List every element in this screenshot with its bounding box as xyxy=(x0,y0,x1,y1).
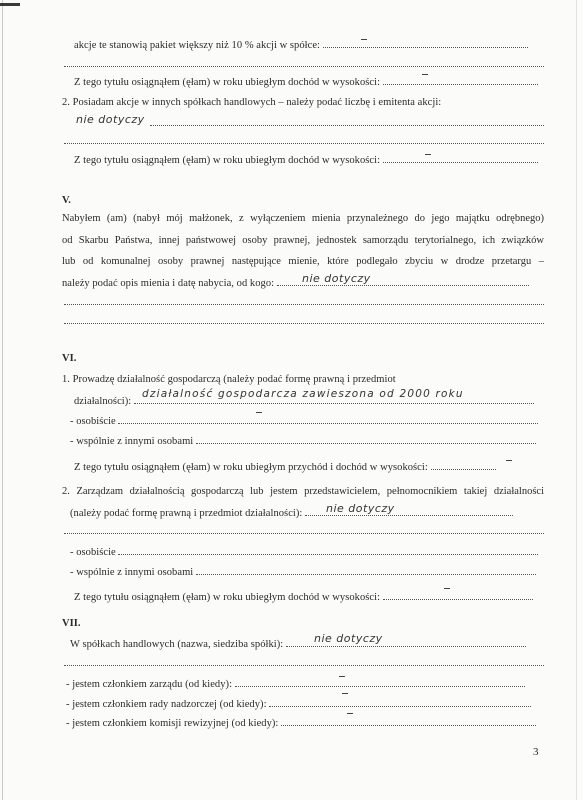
board-dash xyxy=(339,676,345,677)
management-joint-line xyxy=(70,565,544,579)
management-text-2 xyxy=(70,506,544,520)
management-answer: nie dotyczy xyxy=(326,502,395,515)
income-label: Z tego tytułu osiągnąłem (ęłam) w roku ubiegłym dochód w wysokości: xyxy=(74,77,381,88)
income-dash xyxy=(425,154,431,155)
audit-line xyxy=(66,716,544,730)
scan-edge-right xyxy=(576,0,577,800)
supervisory-field xyxy=(269,697,531,707)
business-personal-label: - osobiście xyxy=(70,416,116,427)
blank-line xyxy=(64,143,544,144)
blank-line xyxy=(64,323,544,324)
income-line-other-shares xyxy=(74,153,544,167)
board-line xyxy=(66,677,544,691)
supervisory-dash xyxy=(342,693,348,694)
management-personal-label: - osobiście xyxy=(70,547,116,558)
business-activity-text-1: 1. Prowadzę działalność gospodarczą (należy podać formę prawną i przedmiot xyxy=(62,374,396,385)
management-personal-line xyxy=(70,545,544,559)
audit-dash xyxy=(347,713,353,714)
business-income-line xyxy=(74,460,544,474)
management-label: (należy podać formę prawną i przedmiot działalności): xyxy=(70,508,303,519)
business-activity-label: działalności): xyxy=(74,396,132,407)
page-number: 3 xyxy=(533,746,539,758)
management-income-field xyxy=(383,590,533,600)
business-activity-answer: działalność gospodarcza zawieszona od 2000 roku xyxy=(142,388,464,400)
management-joint-field xyxy=(196,565,536,575)
income-line-shares xyxy=(74,75,544,89)
management-income-line xyxy=(74,590,544,604)
business-joint-line xyxy=(70,434,544,448)
blank-line xyxy=(64,533,544,534)
business-income-field xyxy=(431,460,496,470)
scan-edge-left xyxy=(2,0,3,800)
other-shares-field xyxy=(150,125,544,126)
shares-stake-line xyxy=(74,38,544,52)
business-income-label: Z tego tytułu osiągnąłem (ęłam) w roku ubiegłym przychód i dochód w wysokości: xyxy=(74,462,428,473)
companies-label: W spółkach handlowych (nazwa, siedziba spółki): xyxy=(70,639,284,650)
other-shares-answer: nie dotyczy xyxy=(76,113,145,126)
companies-answer: nie dotyczy xyxy=(314,632,383,645)
section-vii-heading: VII. xyxy=(62,618,81,629)
section-v-text-2: od Skarbu Państwa, innej państwowej osoby prawnej, jednostek samorządu terytorialnego, ich związków xyxy=(62,235,544,246)
blank-line xyxy=(64,66,544,67)
companies-line xyxy=(70,637,544,651)
income-field xyxy=(383,75,538,85)
shares-stake-label: akcje te stanowią pakiet większy niż 10 % akcji w spółce: xyxy=(74,40,321,51)
supervisory-label: - jestem członkiem rady nadzorczej (od kiedy): xyxy=(66,699,267,710)
income-label: Z tego tytułu osiągnąłem (ęłam) w roku ubiegłym dochód w wysokości: xyxy=(74,155,381,166)
audit-field xyxy=(281,716,536,726)
income-dash xyxy=(422,74,428,75)
supervisory-line xyxy=(66,697,544,711)
management-text-1: 2. Zarządzam działalnością gospodarczą lub jestem przedstawicielem, pełnomocnikiem takiej działalności xyxy=(62,486,544,497)
section-v-text-1: Nabyłem (am) (nabył mój małżonek, z wyłączeniem mienia przynależnego do jego majątku odrębnego) xyxy=(62,213,544,224)
board-field xyxy=(235,677,525,687)
shares-stake-dash xyxy=(361,39,367,40)
business-personal-dash xyxy=(256,412,262,413)
scan-corner-mark xyxy=(0,3,20,6)
audit-label: - jestem członkiem komisji rewizyjnej (od kiedy): xyxy=(66,718,279,729)
other-shares-label: 2. Posiadam akcje w innych spółkach handlowych – należy podać liczbę i emitenta akcji: xyxy=(62,97,442,108)
section-v-heading: V. xyxy=(62,195,71,206)
blank-line xyxy=(64,304,544,305)
business-joint-field xyxy=(196,434,536,444)
shares-stake-field xyxy=(323,38,528,48)
business-income-dash xyxy=(506,460,512,461)
management-income-label: Z tego tytułu osiągnąłem (ęłam) w roku ubiegłym dochód w wysokości: xyxy=(74,592,381,603)
business-personal-field xyxy=(118,414,538,424)
section-v-answer: nie dotyczy xyxy=(302,272,371,285)
management-income-dash xyxy=(444,588,450,589)
management-personal-field xyxy=(118,545,538,555)
section-v-question: należy podać opis mienia i datę nabycia, od kogo: xyxy=(62,278,275,289)
income-field xyxy=(383,153,538,163)
business-joint-label: - wspólnie z innymi osobami xyxy=(70,436,194,447)
section-vi-heading: VI. xyxy=(62,353,77,364)
board-label: - jestem członkiem zarządu (od kiedy): xyxy=(66,679,233,690)
section-v-text-3: lub od komunalnej osoby prawnej następujące mienie, które podlegało zbyciu w drodze przetargu – xyxy=(62,256,544,267)
business-personal-line xyxy=(70,414,544,428)
management-joint-label: - wspólnie z innymi osobami xyxy=(70,567,194,578)
blank-line xyxy=(64,665,544,666)
